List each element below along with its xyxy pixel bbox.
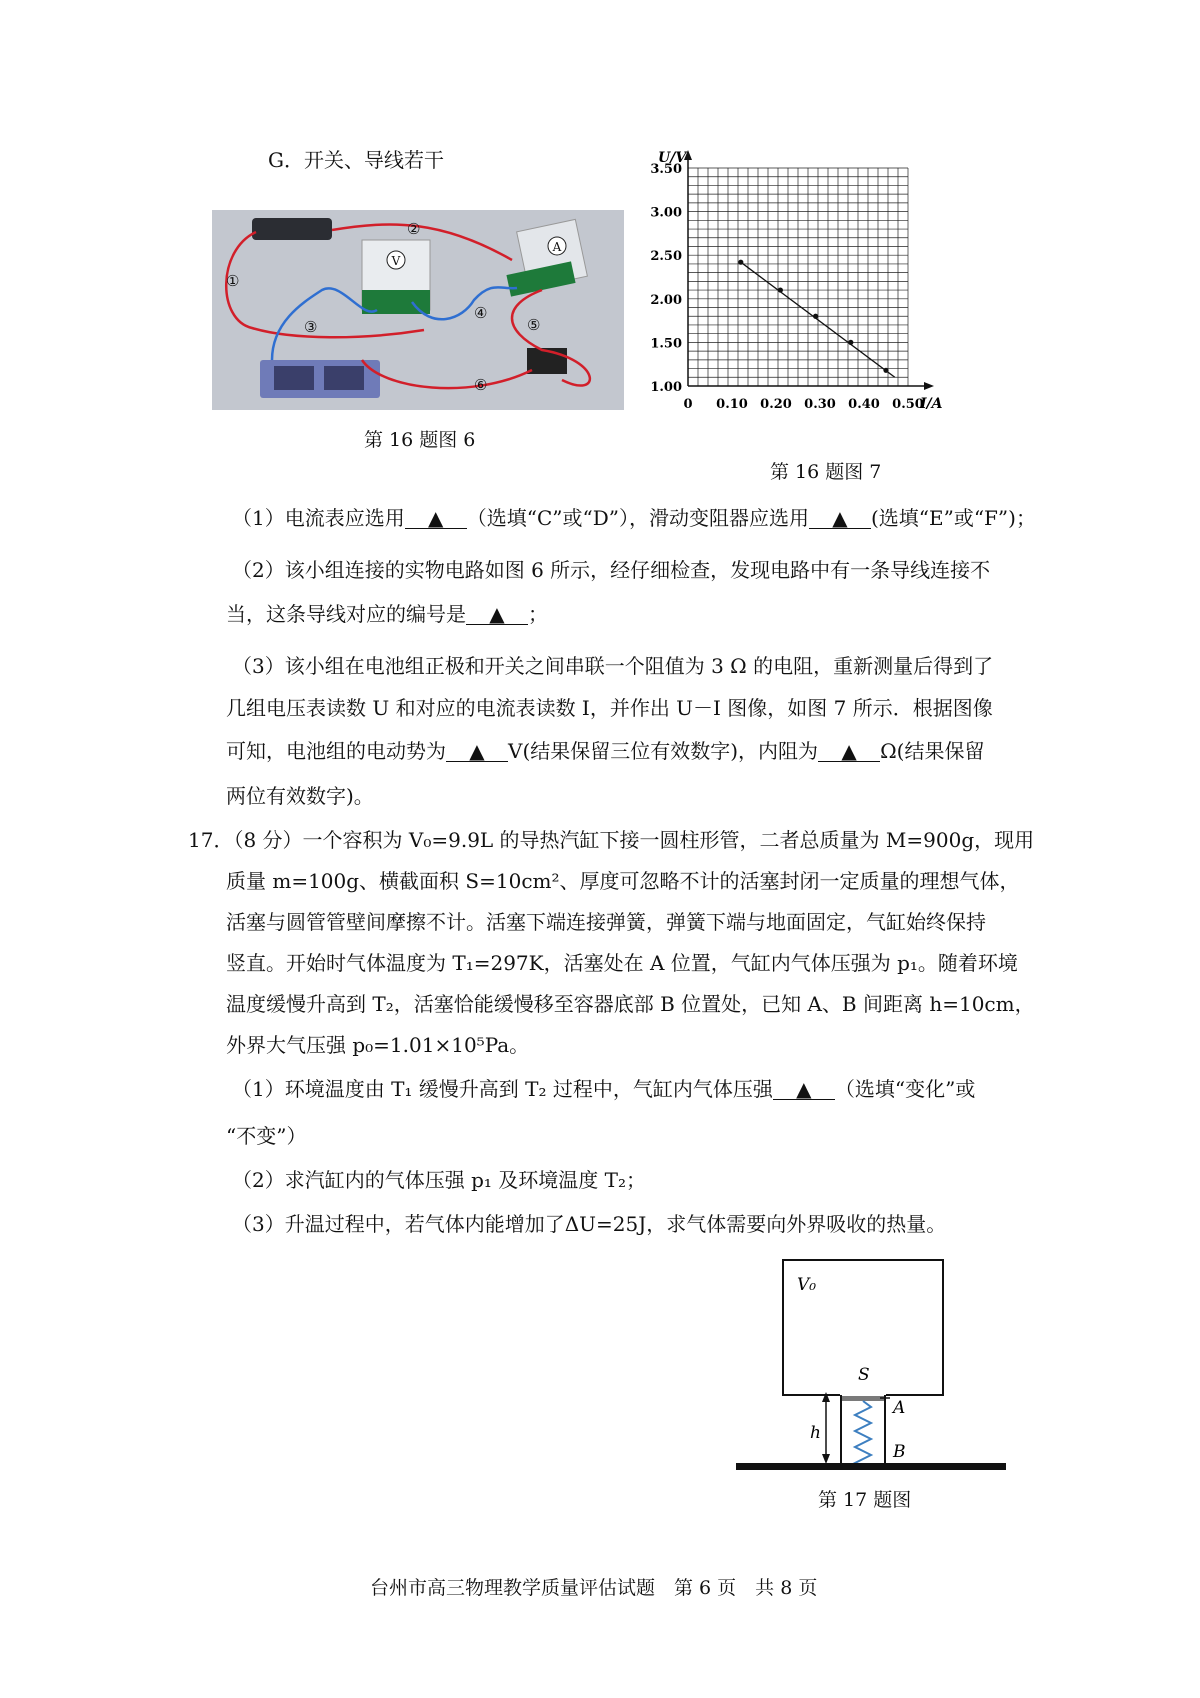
y-tick-label: 2.00 xyxy=(650,292,682,308)
q17-s1-text-b: （选填“变化”或 xyxy=(834,1077,976,1101)
y-axis-label: U/V xyxy=(658,150,687,166)
fig6-caption: 第 16 题图 6 xyxy=(364,429,476,451)
circuit-photo xyxy=(212,210,624,410)
q17-sub1 xyxy=(232,1079,975,1100)
q17-line3: 活塞与圆管管壁间摩擦不计。活塞下端连接弹簧，弹簧下端与地面固定，气缸始终保持 xyxy=(226,910,986,934)
x-tick-label: 0.20 xyxy=(760,397,792,412)
y-tick-label: 2.50 xyxy=(650,249,682,265)
rheostat xyxy=(252,218,332,240)
wire-label-5: ⑤ xyxy=(527,316,541,334)
blank-resistance[interactable]: ▲ xyxy=(818,741,880,762)
label-a: A xyxy=(893,1398,906,1418)
q17-sub1-cont: “不变”） xyxy=(226,1124,307,1148)
voltmeter-symbol: V xyxy=(391,254,401,268)
q16-p3-text-b: V(结果保留三位有效数字)，内阻为 xyxy=(508,739,819,763)
y-tick-label: 3.50 xyxy=(650,162,682,177)
label-h: h xyxy=(810,1423,821,1443)
fig17-caption: 第 17 题图 xyxy=(818,1489,912,1511)
wire-label-4: ④ xyxy=(474,304,488,322)
label-b: B xyxy=(893,1442,906,1462)
q17-line4: 竖直。开始时气体温度为 T₁=297K，活塞处在 A 位置，气缸内气体压强为 p₁。随着环境 xyxy=(226,951,1018,975)
q16-p2-text: 当，这条导线对应的编号是 xyxy=(226,602,466,626)
wire-label-2: ② xyxy=(407,220,421,238)
q16-p1-text-b: （选填“C”或“D”），滑动变阻器应选用 xyxy=(466,506,809,530)
x-tick-label: 0.50 xyxy=(892,397,924,412)
blank-rheostat[interactable]: ▲ xyxy=(809,508,871,529)
blank-emf[interactable]: ▲ xyxy=(446,741,508,762)
q17-line1: 17．（8 分）一个容积为 V₀=9.9L 的导热汽缸下接一圆柱形管，二者总质量为 M=900g，现用 xyxy=(188,828,1035,852)
item-g: G．开关、导线若干 xyxy=(268,148,444,172)
spring xyxy=(855,1401,871,1467)
q17-s1-text-a: （1）环境温度由 T₁ 缓慢升高到 T₂ 过程中，气缸内气体压强 xyxy=(232,1077,773,1101)
data-point xyxy=(813,314,818,319)
q16-p1-text-c: (选填“E”或“F”)； xyxy=(870,506,1036,530)
x-axis-label: I/A xyxy=(920,396,943,412)
ui-chart xyxy=(640,148,1020,463)
q16-part3-line2: 几组电压表读数 U 和对应的电流表读数 I，并作出 U－I 图像，如图 7 所示．根据图像 xyxy=(226,696,993,720)
x-tick-label: 0 xyxy=(683,397,693,412)
q17-sub2: （2）求汽缸内的气体压强 p₁ 及环境温度 T₂； xyxy=(232,1168,646,1192)
y-tick-label: 3.00 xyxy=(650,205,682,221)
x-tick-label: 0.10 xyxy=(716,397,748,412)
ammeter-symbol: A xyxy=(552,240,562,254)
wire-label-3: ③ xyxy=(304,318,318,336)
q17-line6: 外界大气压强 p₀=1.01×10⁵Pa。 xyxy=(226,1033,530,1057)
blank-pressure[interactable]: ▲ xyxy=(773,1079,835,1100)
q16-part2-line2 xyxy=(226,604,548,625)
q16-part3-line4: 两位有效数字)。 xyxy=(226,784,374,808)
y-tick-label: 1.00 xyxy=(650,380,682,395)
q16-part2-line1: （2）该小组连接的实物电路如图 6 所示，经仔细检查，发现电路中有一条导线连接不 xyxy=(232,558,991,582)
q16-p2-end: ； xyxy=(528,602,548,626)
q17-sub3: （3）升温过程中，若气体内能增加了ΔU=25J，求气体需要向外界吸收的热量。 xyxy=(232,1212,947,1236)
label-v0: V₀ xyxy=(797,1275,817,1295)
q16-part3-line3 xyxy=(226,741,984,762)
cylinder-diagram xyxy=(730,1250,1020,1470)
y-tick-label: 1.50 xyxy=(650,336,682,352)
x-axis-arrow xyxy=(924,382,934,390)
q16-part3-line1: （3）该小组在电池组正极和开关之间串联一个阻值为 3 Ω 的电阻，重新测量后得到了 xyxy=(232,654,994,678)
blank-ammeter[interactable]: ▲ xyxy=(405,508,467,529)
q17-line2: 质量 m=100g、横截面积 S=10cm²、厚度可忽略不计的活塞封闭一定质量的理想气体， xyxy=(226,869,1020,893)
data-point xyxy=(778,287,783,292)
chart-grid xyxy=(688,168,908,386)
q16-p1-text-a: （1）电流表应选用 xyxy=(232,506,405,530)
q16-p3-text-c: Ω(结果保留 xyxy=(880,739,985,763)
q16-p3-text-a: 可知，电池组的电动势为 xyxy=(226,739,446,763)
data-point xyxy=(883,368,888,373)
data-point xyxy=(848,340,853,345)
wire-label-6: ⑥ xyxy=(474,376,488,394)
data-point xyxy=(738,260,743,265)
q16-part1 xyxy=(232,508,1036,529)
chart-ticks xyxy=(650,150,942,412)
q17-line5: 温度缓慢升高到 T₂，活塞恰能缓慢移至容器底部 B 位置处，已知 A、B 间距离 h=10cm， xyxy=(226,992,1035,1016)
fig7-caption: 第 16 题图 7 xyxy=(770,461,882,483)
chart-axes xyxy=(684,150,934,390)
x-tick-label: 0.40 xyxy=(848,397,880,412)
wire-label-1: ① xyxy=(226,272,240,290)
piston xyxy=(842,1396,884,1401)
x-tick-label: 0.30 xyxy=(804,397,836,412)
label-s: S xyxy=(858,1365,870,1385)
page-footer: 台州市高三物理教学质量评估试题 第 6 页 共 8 页 xyxy=(370,1577,818,1599)
circuit-illustration xyxy=(212,210,624,410)
ground xyxy=(736,1463,1006,1470)
blank-wire-number[interactable]: ▲ xyxy=(466,604,528,625)
